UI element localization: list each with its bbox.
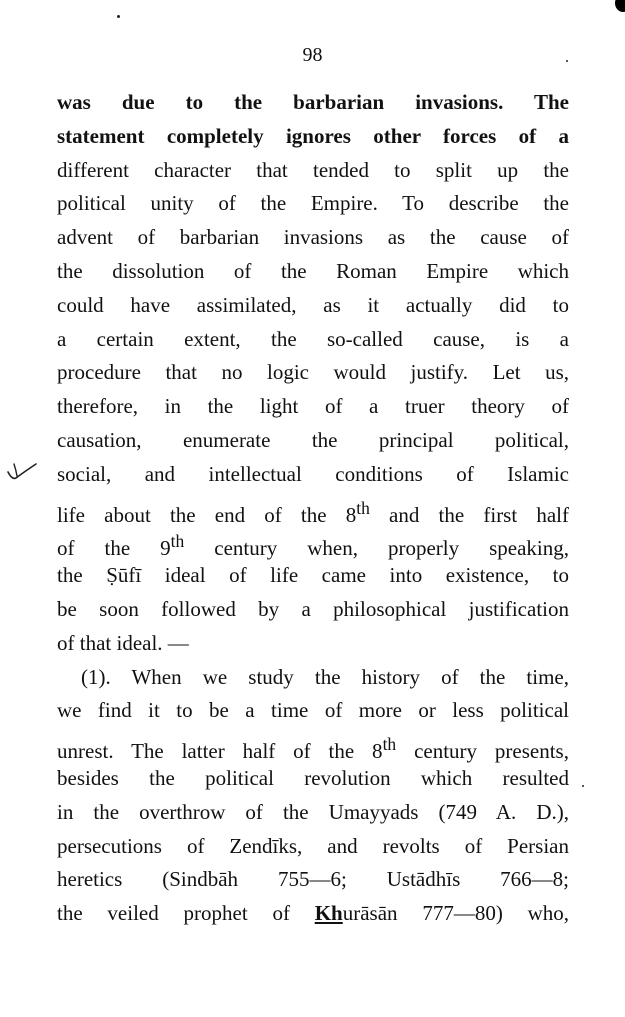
text-line: statement completely ignores other forces of a <box>57 123 569 148</box>
text-segment: century presents, <box>396 739 569 764</box>
paper-speck <box>582 785 584 787</box>
text-segment: of the 9 <box>57 536 171 561</box>
sufi-term: Ṣūfī <box>106 563 142 588</box>
text-line: social, and intellectual conditions of Islamic <box>57 461 569 486</box>
text-segment: century when, properly speaking, <box>184 536 569 561</box>
text-segment: the veiled prophet of <box>57 901 315 926</box>
paper-speck <box>117 15 120 18</box>
text-line: we find it to be a time of more or less political <box>57 698 569 723</box>
text-segment: the <box>57 563 107 588</box>
text-line <box>57 559 569 593</box>
text-line: could have assimilated, as it actually did to <box>57 292 569 317</box>
text-line: was due to the barbarian invasions. The <box>57 90 569 114</box>
body-text <box>57 86 569 931</box>
khurasan-prefix: Kh <box>314 901 343 926</box>
ordinal-suffix: th <box>170 531 185 552</box>
ordinal-suffix: th <box>382 734 397 755</box>
text-line <box>57 728 569 762</box>
text-segment: urāsān 777—80) who, <box>342 901 570 926</box>
text-line: causation, enumerate the principal political, <box>57 427 569 452</box>
text-line: a certain extent, the so-called cause, is a <box>57 326 569 351</box>
text-line: different character that tended to split up the <box>57 157 569 182</box>
text-line <box>57 525 569 559</box>
text-line: of that ideal. — <box>57 630 189 655</box>
handwritten-check-mark-icon <box>6 460 38 484</box>
text-line: heretics (Sindbāh 755—6; Ustādhīs 766—8; <box>57 867 569 892</box>
text-segment: ideal of life came into existence, to <box>141 563 569 588</box>
text-segment: unrest. The latter half of the 8 <box>57 739 383 764</box>
text-line: political unity of the Empire. To describe the <box>57 191 569 216</box>
text-line: be soon followed by a philosophical justification <box>57 596 569 621</box>
text-line: (1). When we study the history of the time, <box>81 664 569 689</box>
text-line <box>57 492 569 526</box>
page-corner-mark <box>615 0 625 12</box>
text-segment: life about the end of the 8 <box>57 502 357 527</box>
text-line: besides the political revolution which resulted <box>57 765 569 790</box>
ordinal-suffix: th <box>356 497 370 518</box>
page-number: 98 <box>302 44 323 66</box>
text-line <box>57 897 569 931</box>
text-segment: and the first half <box>369 502 570 527</box>
text-line: advent of barbarian invasions as the cause of <box>57 225 569 250</box>
text-line: persecutions of Zendīks, and revolts of Persian <box>57 833 569 858</box>
text-line: procedure that no logic would justify. Let us, <box>57 360 569 385</box>
text-line: in the overthrow of the Umayyads (749 A. D.), <box>57 799 569 824</box>
text-line: therefore, in the light of a truer theory of <box>57 394 569 419</box>
text-line: the dissolution of the Roman Empire which <box>57 258 569 283</box>
